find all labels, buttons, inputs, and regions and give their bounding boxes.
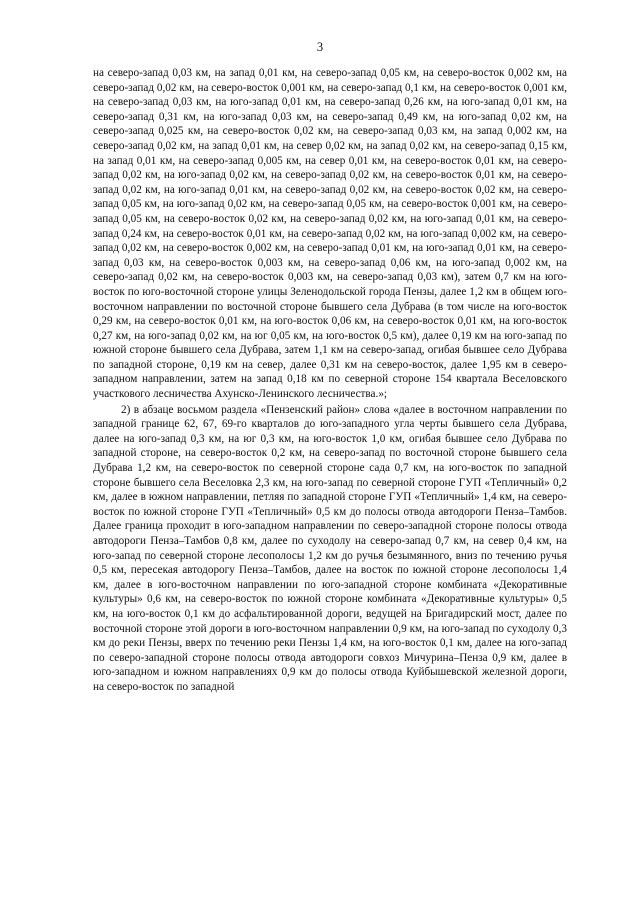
page-number: 3 xyxy=(316,40,324,54)
document-body xyxy=(93,66,567,695)
paragraph-route-continuation: на северо-запад 0,03 км, на запад 0,01 км, на северо-запад 0,05 км, на северо-восток 0,002 км, на северо-запад 0,02 км, на северо-восток 0,001 км, на северо-запад 0,1 км, на северо-восток 0,001 км, на северо-запад 0,03 км, на юго-запад 0,01 км, на северо-запад 0,26 км, на юго-запад 0,01 км, на северо-запад 0,31 км, на юго-запад 0,03 км, на северо-запад 0,49 км, на юго-запад 0,02 км, на северо-запад 0,025 км, на северо-восток 0,02 км, на северо-запад 0,03 км, на запад 0,002 км, на северо-запад 0,02 км, на запад 0,01 км, на север 0,02 км, на запад 0,02 км, на северо-запад 0,15 км, на запад 0,01 км, на северо-запад 0,005 км, на север 0,01 км, на северо-восток 0,01 км, на северо-запад 0,02 км, на юго-запад 0,02 км, на северо-запад 0,02 км, на северо-восток 0,01 км, на северо-запад 0,02 км, на юго-запад 0,01 км, на северо-запад 0,02 км, на северо-восток 0,02 км, на северо-запад 0,05 км, на юго-запад 0,02 км, на северо-запад 0,05 км, на северо-восток 0,001 км, на северо-запад 0,05 км, на северо-восток 0,02 км, на северо-запад 0,02 км, на юго-запад 0,01 км, на северо-запад 0,24 км, на северо-восток 0,01 км, на северо-запад 0,02 км, на юго-запад 0,002 км, на северо-запад 0,02 км, на северо-восток 0,002 км, на северо-запад 0,01 км, на юго-запад 0,01 км, на северо-запад 0,03 км, на северо-восток 0,003 км, на северо-запад 0,06 км, на юго-запад 0,002 км, на северо-запад 0,02 км, на северо-восток 0,003 км, на северо-запад 0,03 км), затем 0,7 км на юго-восток по юго-восточной стороне улицы Зеленодольской города Пензы, далее 1,2 км в общем юго-восточном направлении по восточной стороне бывшего села Дубрава (в том числе на юго-восток 0,29 км, на северо-восток 0,01 км, на юго-восток 0,06 км, на северо-восток 0,01 км, на юго-восток 0,27 км, на юго-запад 0,02 км, на юг 0,05 км, на юго-восток 0,5 км), далее 0,19 км на юго-запад по южной стороне бывшего села Дубрава, затем 1,1 км на северо-запад, огибая бывшее село Дубрава по западной стороне, 0,19 км на север, далее 0,31 км на северо-восток, далее 1,95 км в северо-западном направлении, затем на запад 0,18 км по северной стороне 154 квартала Веселовского участкового лесничества Ахунско-Ленинского лесничества.»; xyxy=(93,67,567,401)
paragraph-amendment-2: 2) в абзаце восьмом раздела «Пензенский район» слова «далее в восточном направлении по западной границе 62, 67, 69-го кварталов до юго-западного угла черты бывшего села Дубрава, далее на юго-запад 0,3 км, на юг 0,3 км, на юго-восток 1,0 км, огибая бывшее село Дубрава по западной стороне, на северо-восток 0,2 км, на северо-запад по восточной стороне бывшего села Дубрава 1,2 км, на северо-восток по северной стороне сада 0,7 км, на юго-восток по западной стороне бывшего села Веселовка 2,3 км, на юго-запад по северной стороне ГУП «Тепличный» 0,2 км, далее в южном направлении, петляя по западной стороне ГУП «Тепличный» 1,4 км, на северо-восток по южной стороне ГУП «Тепличный» 0,5 км до полосы отвода автодороги Пенза–Тамбов. Далее граница проходит в юго-западном направлении по северо-западной стороне полосы отвода автодороги Пенза–Тамбов 0,8 км, далее по суходолу на северо-запад 0,7 км, на север 0,4 км, на юго-запад по северной стороне лесополосы 1,2 км до ручья безымянного, вниз по течению ручья 0,5 км, пересекая автодорогу Пенза–Тамбов, далее на восток по южной стороне лесополосы 1,4 км, далее в юго-восточном направлении по юго-западной стороне комбината «Декоративные культуры» 0,6 км, на северо-восток по южной стороне комбината «Декоративные культуры» 0,5 км, на юго-восток 0,1 км до асфальтированной дороги, ведущей на Бригадирский мост, далее по восточной стороне этой дороги в юго-восточном направлении 0,9 км, на юго-запад по суходолу 0,3 км до реки Пензы, вверх по течению реки Пензы 1,4 км, на юго-восток 0,1 км, далее на юго-запад по северо-западной стороне полосы отвода автодороги совхоз Мичурина–Пенза 0,9 км, далее в юго-западном и южном направлениях 0,9 км до полосы отвода Куйбышевской железной дороги, на северо-восток по западной xyxy=(93,403,567,693)
